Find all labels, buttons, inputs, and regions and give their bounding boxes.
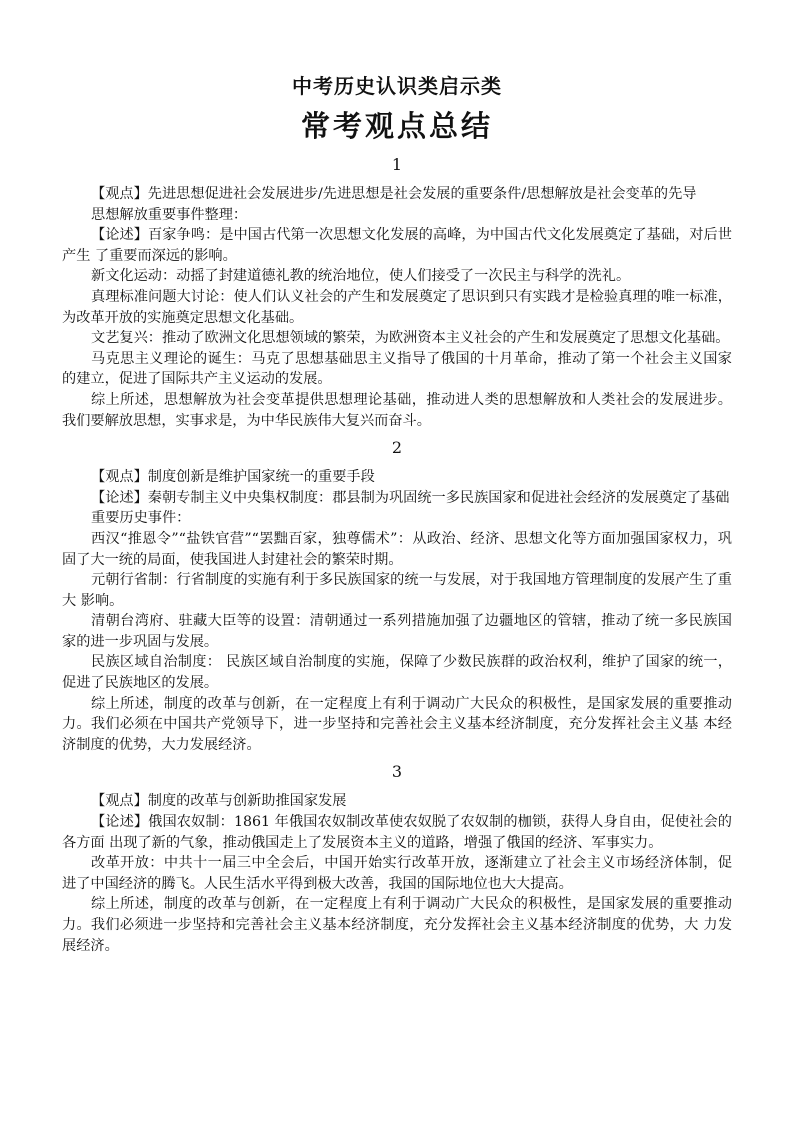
section-3 <box>62 761 732 956</box>
paragraph: 新文化运动：动摇了封建道德礼教的统治地位，使人们接受了一次民主与科学的洗礼。 <box>91 268 631 285</box>
paragraph: 【观点】先进思想促进社会发展进步/先进思想是社会发展的重要条件/思想解放是社会变革的先导 <box>91 186 697 202</box>
section-2 <box>62 437 732 755</box>
paragraph: 【论述】俄国农奴制：1861 年俄国农奴制改革使农奴脱了农奴制的枷锁，获得人身自由，促使社会的各方面 出现了新的气象，推动俄国走上了发展资本主义的道路，增强了俄国的经济、军事实力。 <box>62 814 732 851</box>
paragraph: 【论述】百家争鸣：是中国古代第一次思想文化发展的高峰，为中国古代文化发展奠定了基础，对后世产生 了重要而深远的影响。 <box>62 227 732 264</box>
paragraph: 综上所述，思想解放为社会变革提供思想理论基础，推动进人类的思想解放和人类社会的发展进步。 我们要解放思想，实事求是，为中华民族伟大复兴而奋斗。 <box>62 391 732 429</box>
paragraph: 马克思主义理论的诞生：马克了思想基础思主义指导了俄国的十月革命，推动了第一个社会主义国家 的建立，促进了国际共产主义运动的发展。 <box>62 350 732 388</box>
paragraph: 综上所述，制度的改革与创新，在一定程度上有利于调动广大民众的积极性，是国家发展的重要推动 力。我们必须在中国共产党领导下，进一步坚持和完善社会主义基本经济制度，充分发挥社会主义基 本经济制度的优势，大力发展经济。 <box>62 695 732 753</box>
paragraph: 【观点】制度的改革与创新助推国家发展 <box>91 793 347 810</box>
paragraph: 重要历史事件： <box>91 510 191 527</box>
paragraph: 真理标准问题大讨论：使人们认义社会的产生和发展奠定了思识到只有实践才是检验真理的唯一标准，为改革开放的实施奠定思想文化基础。 <box>62 288 732 326</box>
paragraph: 【论述】秦朝专制主义中央集权制度：郡县制为巩固统一多民族国家和促进社会经济的发展奠定了基础 <box>91 489 730 506</box>
paragraph: 思想解放重要事件整理： <box>91 206 248 223</box>
section-number: 2 <box>391 438 403 458</box>
paragraph: 清朝台湾府、驻藏大臣等的设置：清朝通过一系列措施加强了边疆地区的管辖，推动了统一多民族国 家的进一步巩固与发展。 <box>62 613 732 650</box>
paragraph: 西汉“推恩令”“盐铁官营”“罢黜百家，独尊儒术”：从政治、经济、思想文化等方面加强国家权力，巩 固了大一统的局面，使我国进人封建社会的繁荣时期。 <box>62 530 732 568</box>
paragraph: 【观点】制度创新是维护国家统一的重要手段 <box>91 469 375 486</box>
section-1 <box>62 154 732 431</box>
section-number: 3 <box>391 762 403 782</box>
paragraph: 文艺复兴：推动了欧洲文化思想领域的繁荣，为欧洲资本主义社会的产生和发展奠定了思想文化基础。 <box>91 330 730 347</box>
section-number: 1 <box>391 155 403 174</box>
document-title: 中考历史认识类启示类 <box>292 74 502 98</box>
paragraph: 民族区域自治制度： 民族区域自治制度的实施，保障了少数民族群的政治权利，维护了国家的统一， 促进了民族地区的发展。 <box>62 654 732 692</box>
paragraph: 综上所述，制度的改革与创新，在一定程度上有利于调动广大民众的积极性，是国家发展的重要推动 力。我们必须进一步坚持和完善社会主义基本经济制度，充分发挥社会主义基本经济制度的优势，大 力发展经济。 <box>62 896 732 954</box>
paragraph: 元朝行省制：行省制度的实施有利于多民族国家的统一与发展，对于我国地方管理制度的发展产生了重大 影响。 <box>62 572 732 609</box>
document-subtitle: 常考观点总结 <box>300 109 493 143</box>
paragraph: 改革开放：中共十一届三中全会后，中国开始实行改革开放，逐渐建立了社会主义市场经济体制，促 进了中国经济的腾飞。人民生活水平得到极大改善，我国的国际地位也大大提高。 <box>62 855 732 892</box>
document-body <box>62 154 732 956</box>
